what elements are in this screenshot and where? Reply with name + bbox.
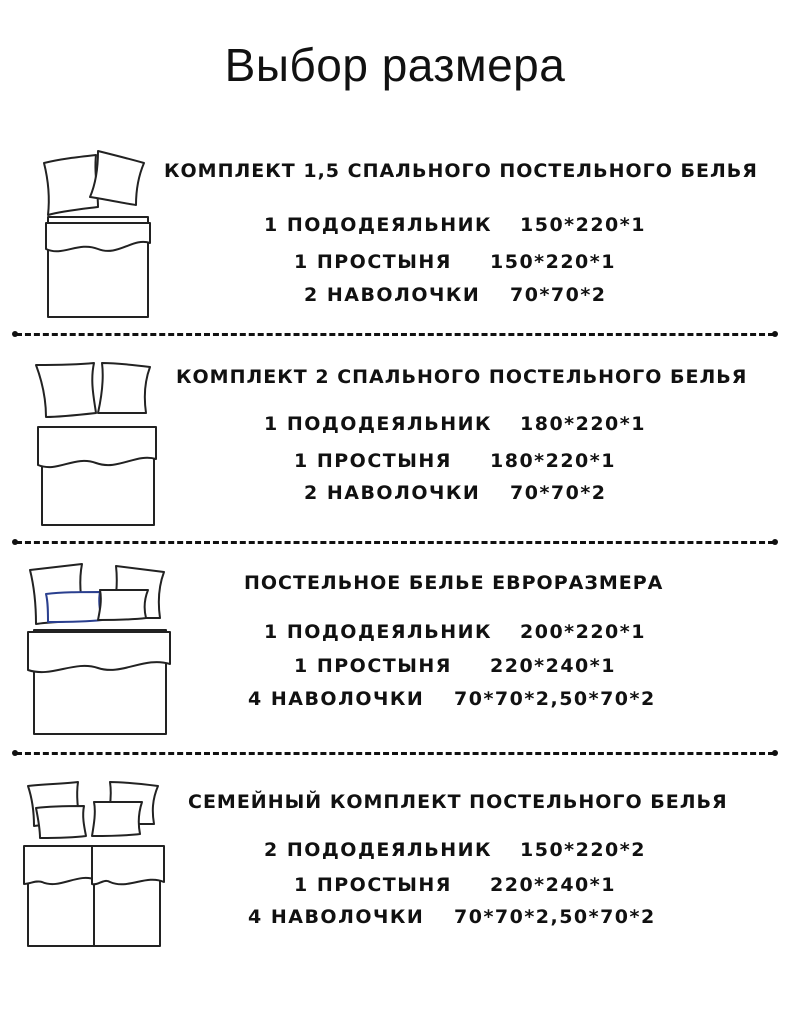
item-size: 180*220*1 [490, 450, 616, 472]
list-item [304, 482, 607, 504]
list-item [294, 655, 616, 677]
item-label: 1 ПОДОДЕЯЛЬНИК [264, 214, 493, 236]
item-size: 180*220*1 [520, 413, 646, 435]
section-heading: КОМПЛЕКТ 2 СПАЛЬНОГО ПОСТЕЛЬНОГО БЕЛЬЯ [176, 366, 748, 388]
item-label: 2 ПОДОДЕЯЛЬНИК [264, 839, 493, 861]
page-title: Выбор размера [224, 39, 566, 91]
item-label: 1 ПРОСТЫНЯ [294, 251, 452, 273]
single-bed-icon [38, 145, 158, 325]
list-item [304, 284, 607, 306]
list-item [248, 688, 656, 710]
section-heading: КОМПЛЕКТ 1,5 СПАЛЬНОГО ПОСТЕЛЬНОГО БЕЛЬЯ [164, 160, 758, 182]
double-bed-icon [32, 355, 162, 530]
item-size: 220*240*1 [490, 874, 616, 896]
item-label: 4 НАВОЛОЧКИ [248, 688, 425, 710]
item-label: 4 НАВОЛОЧКИ [248, 906, 425, 928]
item-label: 1 ПОДОДЕЯЛЬНИК [264, 621, 493, 643]
item-size: 150*220*1 [490, 251, 616, 273]
item-size: 150*220*1 [520, 214, 646, 236]
item-label: 1 ПОДОДЕЯЛЬНИК [264, 413, 493, 435]
list-item [248, 906, 656, 928]
item-label: 1 ПРОСТЫНЯ [294, 874, 452, 896]
list-item [264, 214, 646, 236]
list-item [264, 413, 646, 435]
list-item [294, 450, 616, 472]
euro-bed-icon [24, 560, 174, 740]
item-label: 2 НАВОЛОЧКИ [304, 482, 481, 504]
item-size: 70*70*2 [510, 284, 607, 306]
section-divider [16, 541, 774, 544]
item-size: 70*70*2,50*70*2 [454, 906, 656, 928]
section-divider [16, 333, 774, 336]
family-bed-icon [20, 772, 170, 952]
section-heading: ПОСТЕЛЬНОЕ БЕЛЬЕ ЕВРОРАЗМЕРА [244, 572, 664, 594]
section-heading: СЕМЕЙНЫЙ КОМПЛЕКТ ПОСТЕЛЬНОГО БЕЛЬЯ [188, 791, 728, 813]
item-size: 70*70*2,50*70*2 [454, 688, 656, 710]
item-label: 2 НАВОЛОЧКИ [304, 284, 481, 306]
item-size: 220*240*1 [490, 655, 616, 677]
list-item [264, 839, 646, 861]
item-label: 1 ПРОСТЫНЯ [294, 655, 452, 677]
item-size: 150*220*2 [520, 839, 646, 861]
item-label: 1 ПРОСТЫНЯ [294, 450, 452, 472]
list-item [264, 621, 646, 643]
section-divider [16, 752, 774, 755]
item-size: 70*70*2 [510, 482, 607, 504]
item-size: 200*220*1 [520, 621, 646, 643]
list-item [294, 251, 616, 273]
list-item [294, 874, 616, 896]
